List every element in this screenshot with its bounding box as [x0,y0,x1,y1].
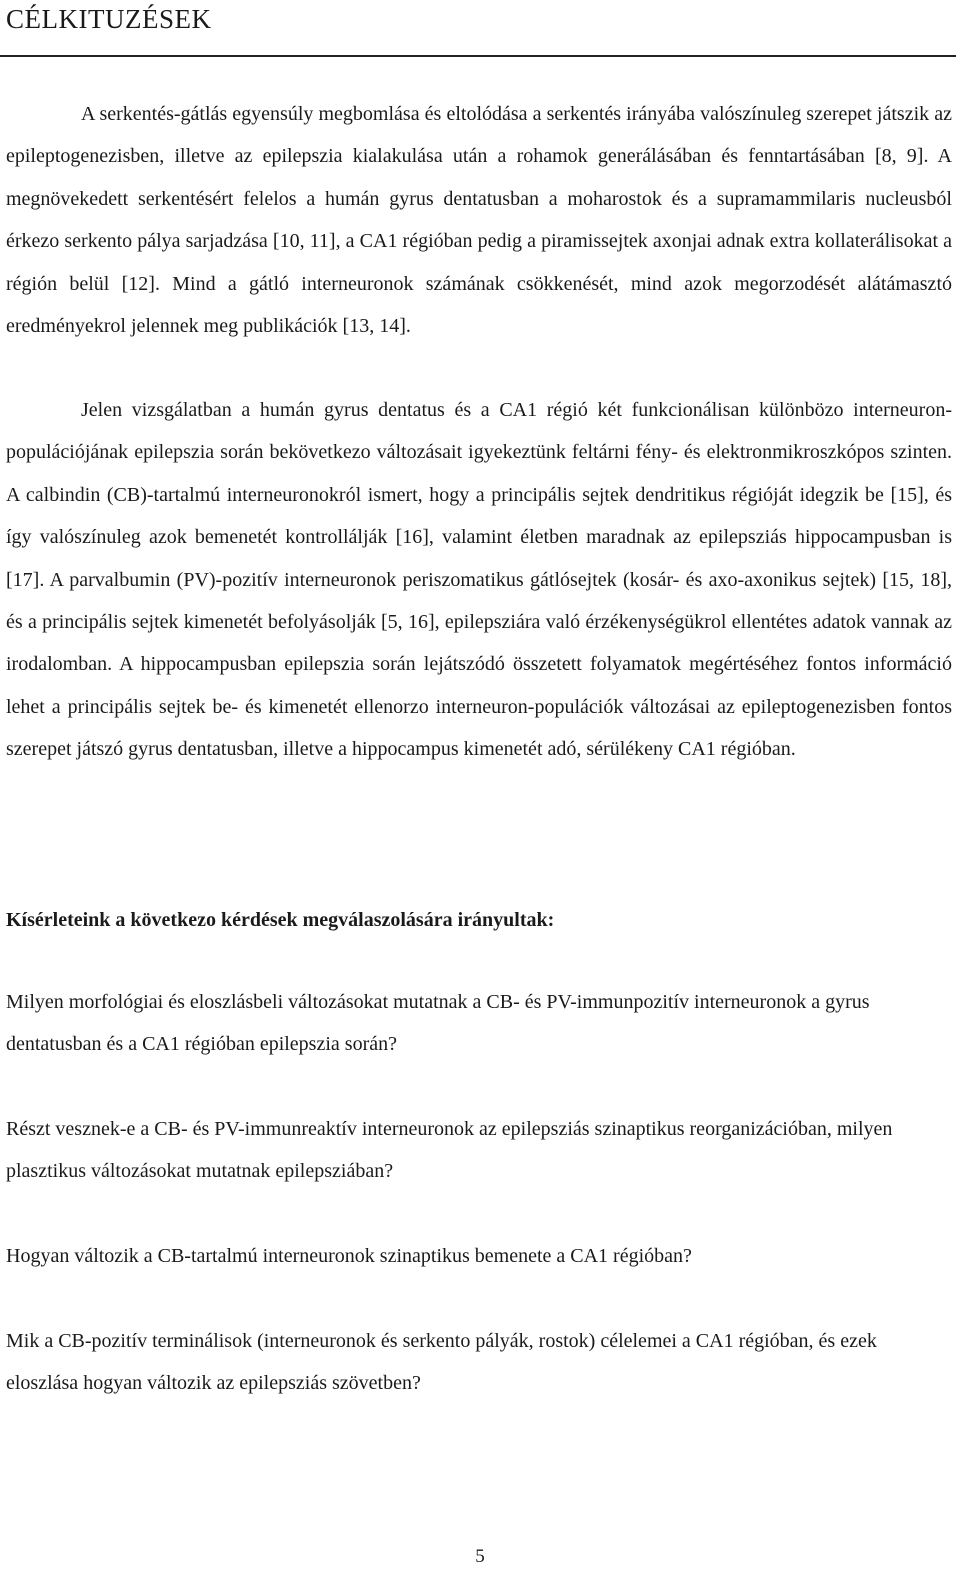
paragraph-intro: A serkentés-gátlás egyensúly megbomlása és eltolódása a serkentés irányába valószínuleg szerepet játszik az epileptogenezisben, illetve az epilepszia kialakulása után a rohamok generálásában és fenntartásában [8, 9]. A megnövekedett serkentésért felelos a humán gyrus dentatusban a moharostok és a supramammilaris nucleusból érkezo serkento pálya sarjadzása [10, 11], a CA1 régióban pedig a piramissejtek axonjai adnak extra kollaterálisokat a régión belül [12]. Mind a gátló interneuronok számának csökkenését, mind azok megorzodését alátámasztó eredményekrol jelennek meg publikációk [13, 14]. [6,103,952,338]
questions-heading: Kísérleteink a következo kérdések megválaszolására irányultak: [6,909,555,931]
question-item: Mik a CB-pozitív terminálisok (interneuronok és serkento pályák, rostok) célelemei a CA1 régióban, és ezek eloszlása hogyan változik az epilepsziás szövetben? [6,1330,877,1395]
page-number: 5 [475,1546,485,1567]
question-item: Részt vesznek-e a CB- és PV-immunreaktív interneuronok az epilepsziás szinaptikus reorganizációban, milyen plasztikus változásokat mutatnak epilepsziában? [6,1118,893,1183]
heading-rule [0,55,956,57]
question-item: Hogyan változik a CB-tartalmú interneuronok szinaptikus bemenete a CA1 régióban? [6,1245,692,1267]
section-heading: CÉLKITUZÉSEK [6,4,212,34]
paragraph-aims: Jelen vizsgálatban a humán gyrus dentatus és a CA1 régió két funkcionálisan különbözo interneuron-populációjának epilepszia során bekövetkezo változásait igyekeztünk feltárni fény- és elektronmikroszkópos szinten. A calbindin (CB)-tartalmú interneuronokról ismert, hogy a principális sejtek dendritikus régióját idegzik be [15], és így valószínuleg azok bemenetét kontrollálják [16], valamint életben maradnak az epilepsziás hippocampusban is [17]. A parvalbumin (PV)-pozitív interneuronok periszomatikus gátlósejtek (kosár- és axo-axonikus sejtek) [15, 18], és a principális sejtek kimenetét befolyásolják [5, 16], epilepsziára való érzékenységükrol ellentétes adatok vannak az irodalomban. A hippocampusban epilepszia során lejátszódó összetett folyamatok megértéséhez fontos információ lehet a principális sejtek be- és kimenetét ellenorzo interneuron-populációk változásai az epileptogenezisben fontos szerepet játszó gyrus dentatusban, illetve a hippocampus kimenetét adó, sérülékeny CA1 régióban. [6,399,952,761]
question-item: Milyen morfológiai és eloszlásbeli változásokat mutatnak a CB- és PV-immunpozitív interneuronok a gyrus dentatusban és a CA1 régióban epilepszia során? [6,991,870,1056]
